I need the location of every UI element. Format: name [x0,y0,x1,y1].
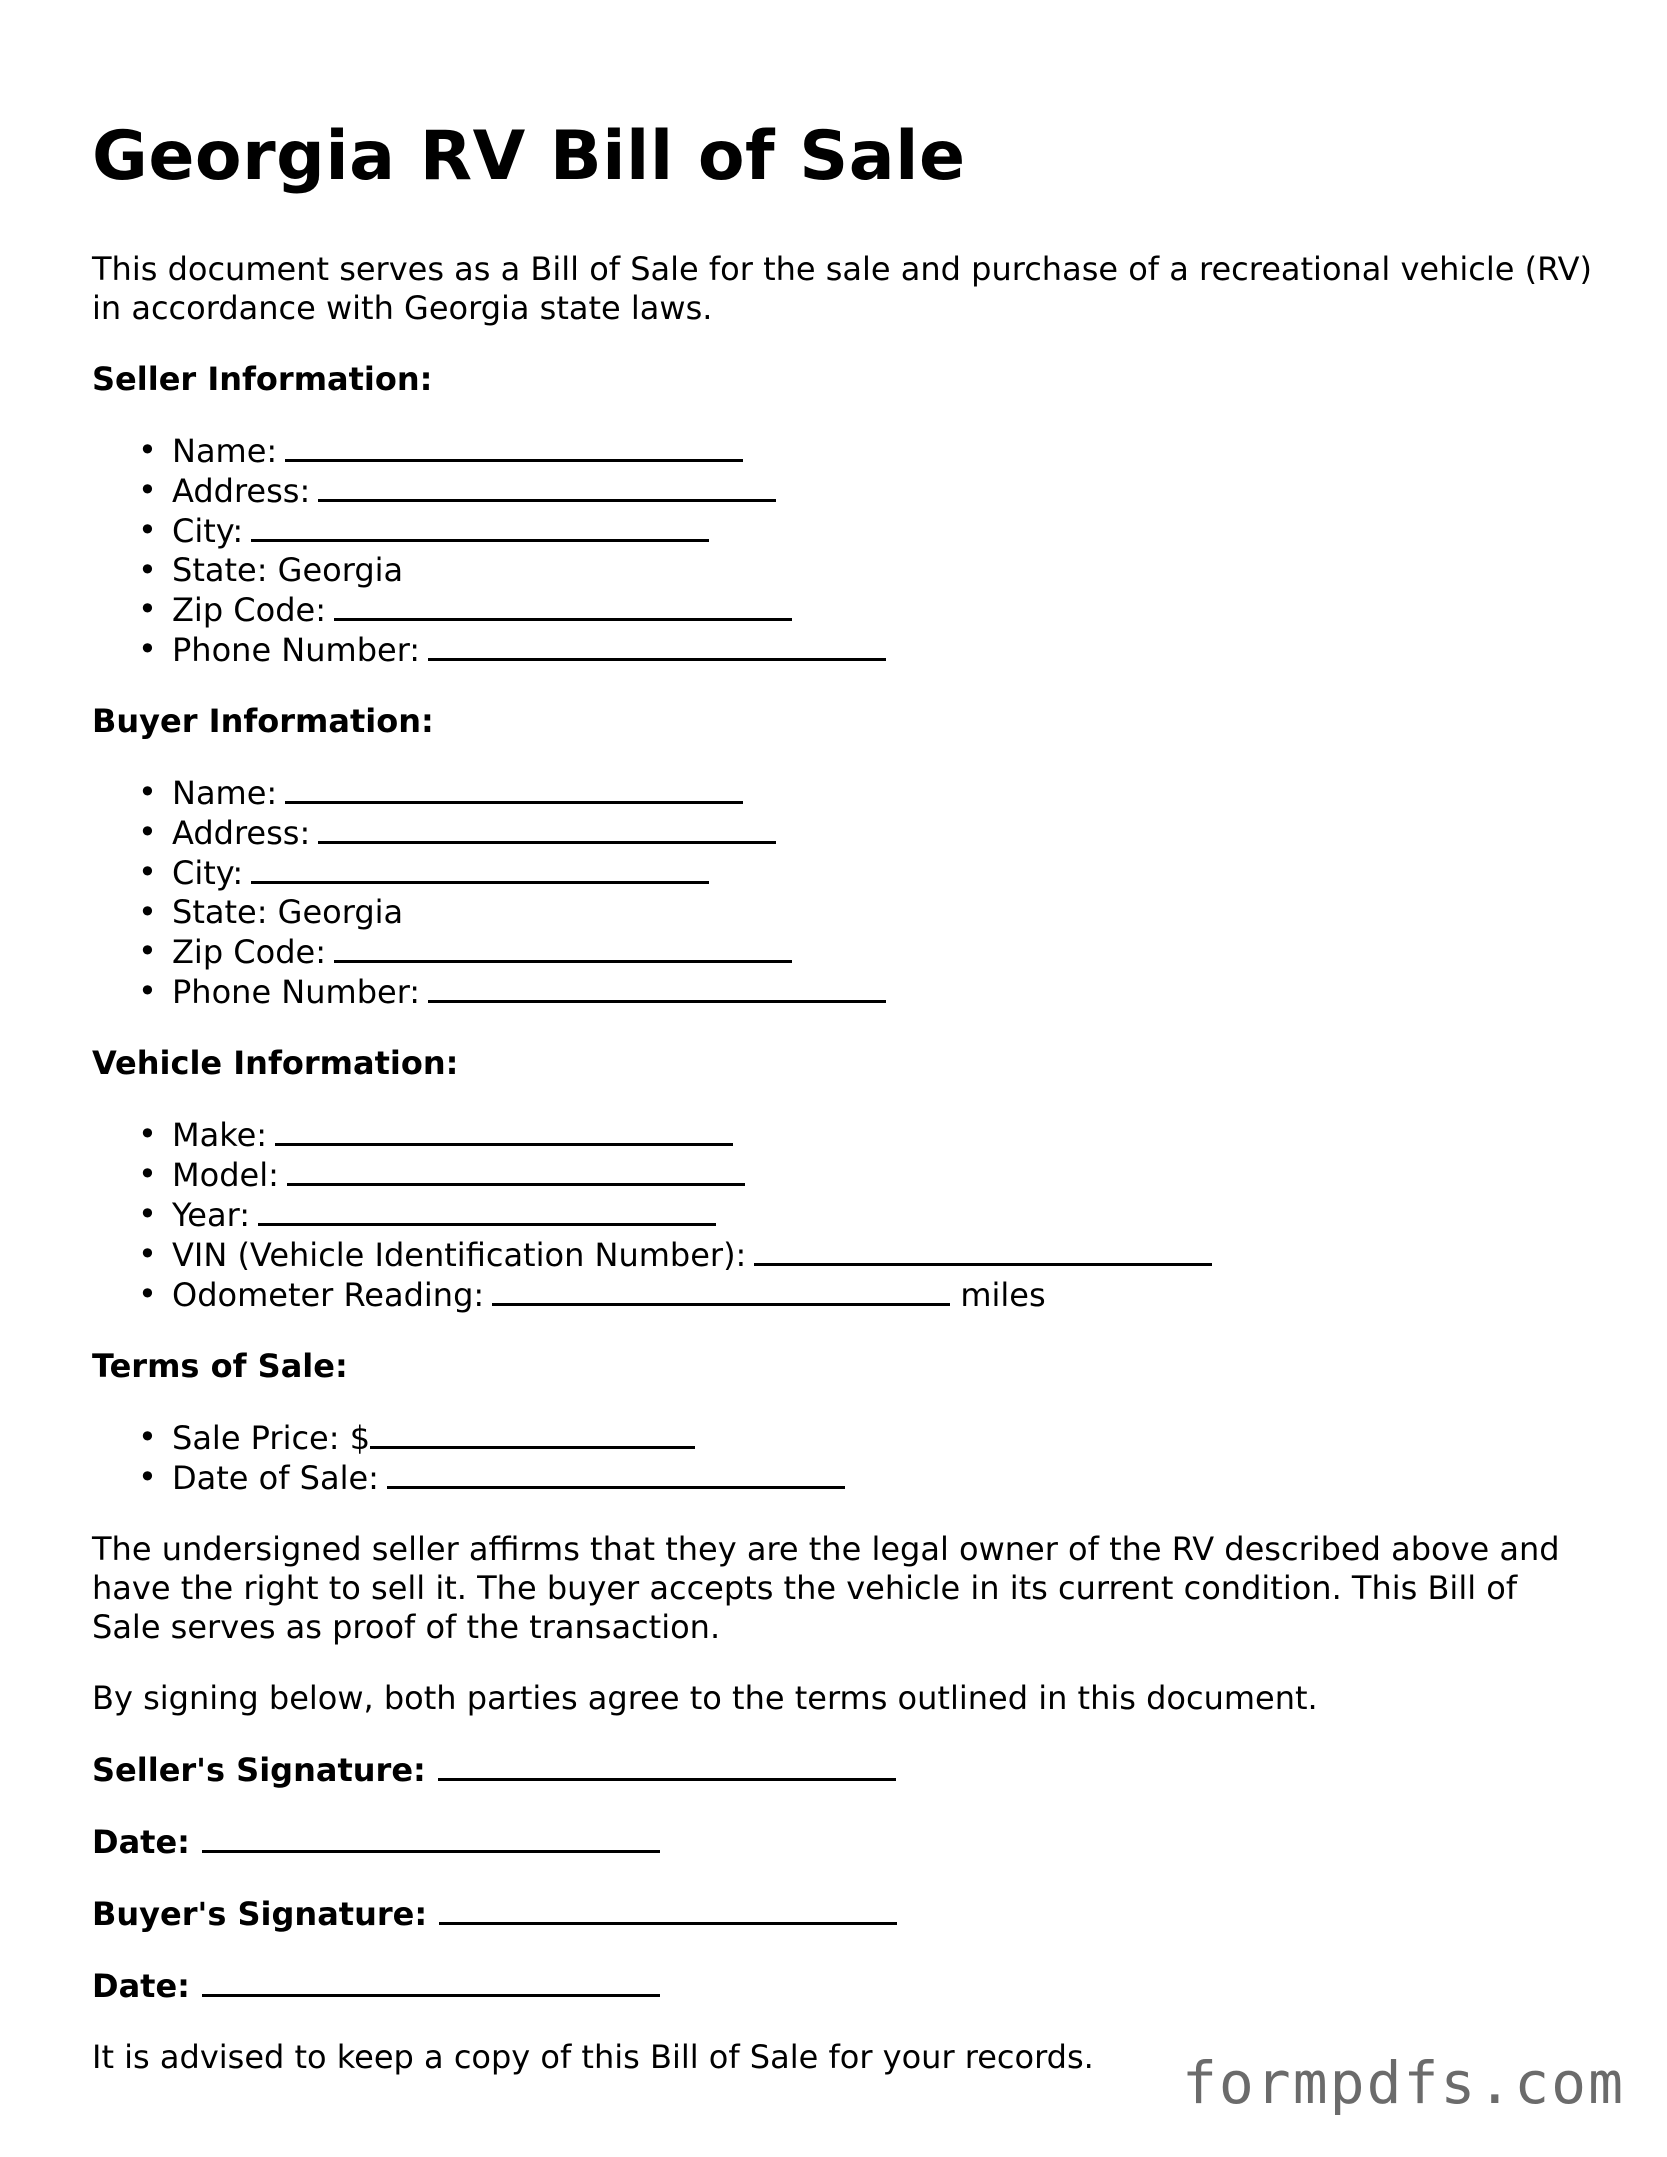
sale-date-label: Date of Sale: [172,1459,379,1497]
seller-city-item [138,511,1592,551]
bullet: • [138,1115,157,1153]
seller-city-blank[interactable] [251,511,709,542]
bullet: • [138,1195,157,1233]
intro-paragraph: This document serves as a Bill of Sale for the sale and purchase of a recreational vehicle (RV) in accordance with Georgia state laws. [92,250,1592,327]
seller-zip-label: Zip Code: [172,591,326,629]
vehicle-odometer-blank[interactable] [492,1275,950,1306]
buyer-address-item [138,813,1592,853]
buyer-state-label: State: Georgia [172,893,404,931]
bullet: • [138,813,157,851]
seller-state-item [138,551,1592,590]
buyer-city-item [138,853,1592,893]
vehicle-make-label: Make: [172,1116,268,1154]
vehicle-heading: Vehicle Information: [92,1044,459,1082]
buyer-date-label: Date: [92,1967,190,2005]
buyer-address-label: Address: [172,814,311,852]
buyer-city-blank[interactable] [251,853,709,884]
bullet: • [138,590,157,628]
seller-signature-line [92,1750,1592,1790]
seller-date-label: Date: [92,1823,190,1861]
terms-heading: Terms of Sale: [92,1347,348,1385]
buyer-state-item [138,893,1592,932]
vehicle-odometer-label: Odometer Reading: [172,1276,485,1314]
buyer-signature-line [92,1894,1592,1934]
buyer-name-item [138,773,1592,813]
vehicle-year-label: Year: [172,1196,250,1234]
bullet: • [138,853,157,891]
seller-date-blank[interactable] [202,1822,660,1853]
vehicle-model-item [138,1155,1592,1195]
buyer-signature-blank[interactable] [439,1894,897,1925]
seller-name-blank[interactable] [285,431,743,462]
vehicle-year-blank[interactable] [258,1195,716,1226]
vehicle-year-item [138,1195,1592,1235]
buyer-date-line [92,1966,1592,2006]
vehicle-make-item [138,1115,1592,1155]
buyer-phone-blank[interactable] [428,972,886,1003]
bullet: • [138,893,157,931]
buyer-field-list [92,773,1592,1012]
agreement-statement: By signing below, both parties agree to the terms outlined in this document. [92,1679,1318,1717]
seller-address-item [138,471,1592,511]
vehicle-model-label: Model: [172,1156,279,1194]
bullet: • [138,511,157,549]
bullet: • [138,1418,157,1456]
vehicle-vin-blank[interactable] [754,1235,1212,1266]
ownership-statement: The undersigned seller affirms that they are the legal owner of the RV described above and have the right to sell it. The buyer accepts the vehicle in its current condition. This Bill of Sale serves as proof of the transaction. [92,1530,1560,1646]
bullet: • [138,431,157,469]
bullet: • [138,471,157,509]
odometer-unit: miles [960,1276,1046,1314]
bullet: • [138,972,157,1010]
seller-phone-item [138,630,1592,670]
bullet: • [138,551,157,589]
seller-signature-label: Seller's Signature: [92,1751,426,1789]
seller-name-item [138,431,1592,471]
seller-signature-blank[interactable] [438,1750,896,1781]
buyer-phone-item [138,972,1592,1012]
seller-field-list [92,431,1592,670]
vehicle-model-blank[interactable] [287,1155,745,1186]
bullet: • [138,1458,157,1496]
buyer-zip-label: Zip Code: [172,933,326,971]
seller-zip-item [138,590,1592,630]
vehicle-vin-item [138,1235,1592,1275]
terms-field-list [92,1418,1592,1498]
bullet: • [138,773,157,811]
seller-address-label: Address: [172,472,311,510]
buyer-zip-blank[interactable] [334,932,792,963]
buyer-name-label: Name: [172,774,278,812]
vehicle-make-blank[interactable] [275,1115,733,1146]
buyer-phone-label: Phone Number: [172,973,421,1011]
sale-price-label: Sale Price: $ [172,1419,371,1457]
buyer-city-label: City: [172,854,244,892]
seller-phone-label: Phone Number: [172,631,421,669]
bullet: • [138,1235,157,1273]
seller-phone-blank[interactable] [428,630,886,661]
sale-price-blank[interactable] [370,1418,695,1449]
vehicle-odometer-item [138,1275,1592,1315]
seller-date-line [92,1822,1592,1862]
sale-date-item [138,1458,1592,1498]
buyer-signature-label: Buyer's Signature: [92,1895,428,1933]
buyer-zip-item [138,932,1592,972]
buyer-date-blank[interactable] [202,1966,660,1997]
buyer-address-blank[interactable] [318,813,776,844]
site-watermark: formpdfs.com [1181,2049,1625,2117]
seller-address-blank[interactable] [318,471,776,502]
document-page [92,112,1592,2077]
seller-heading: Seller Information: [92,360,433,398]
bullet: • [138,630,157,668]
bullet: • [138,1155,157,1193]
vehicle-field-list [92,1115,1592,1315]
seller-state-label: State: Georgia [172,551,404,589]
sale-date-blank[interactable] [387,1458,845,1489]
buyer-name-blank[interactable] [285,773,743,804]
bullet: • [138,1275,157,1313]
document-title: Georgia RV Bill of Sale [92,117,966,196]
seller-city-label: City: [172,512,244,550]
records-advice: It is advised to keep a copy of this Bill of Sale for your records. [92,2038,1094,2076]
bullet: • [138,932,157,970]
seller-zip-blank[interactable] [334,590,792,621]
seller-name-label: Name: [172,432,278,470]
buyer-heading: Buyer Information: [92,702,434,740]
sale-price-item [138,1418,1592,1458]
vehicle-vin-label: VIN (Vehicle Identification Number): [172,1236,747,1274]
